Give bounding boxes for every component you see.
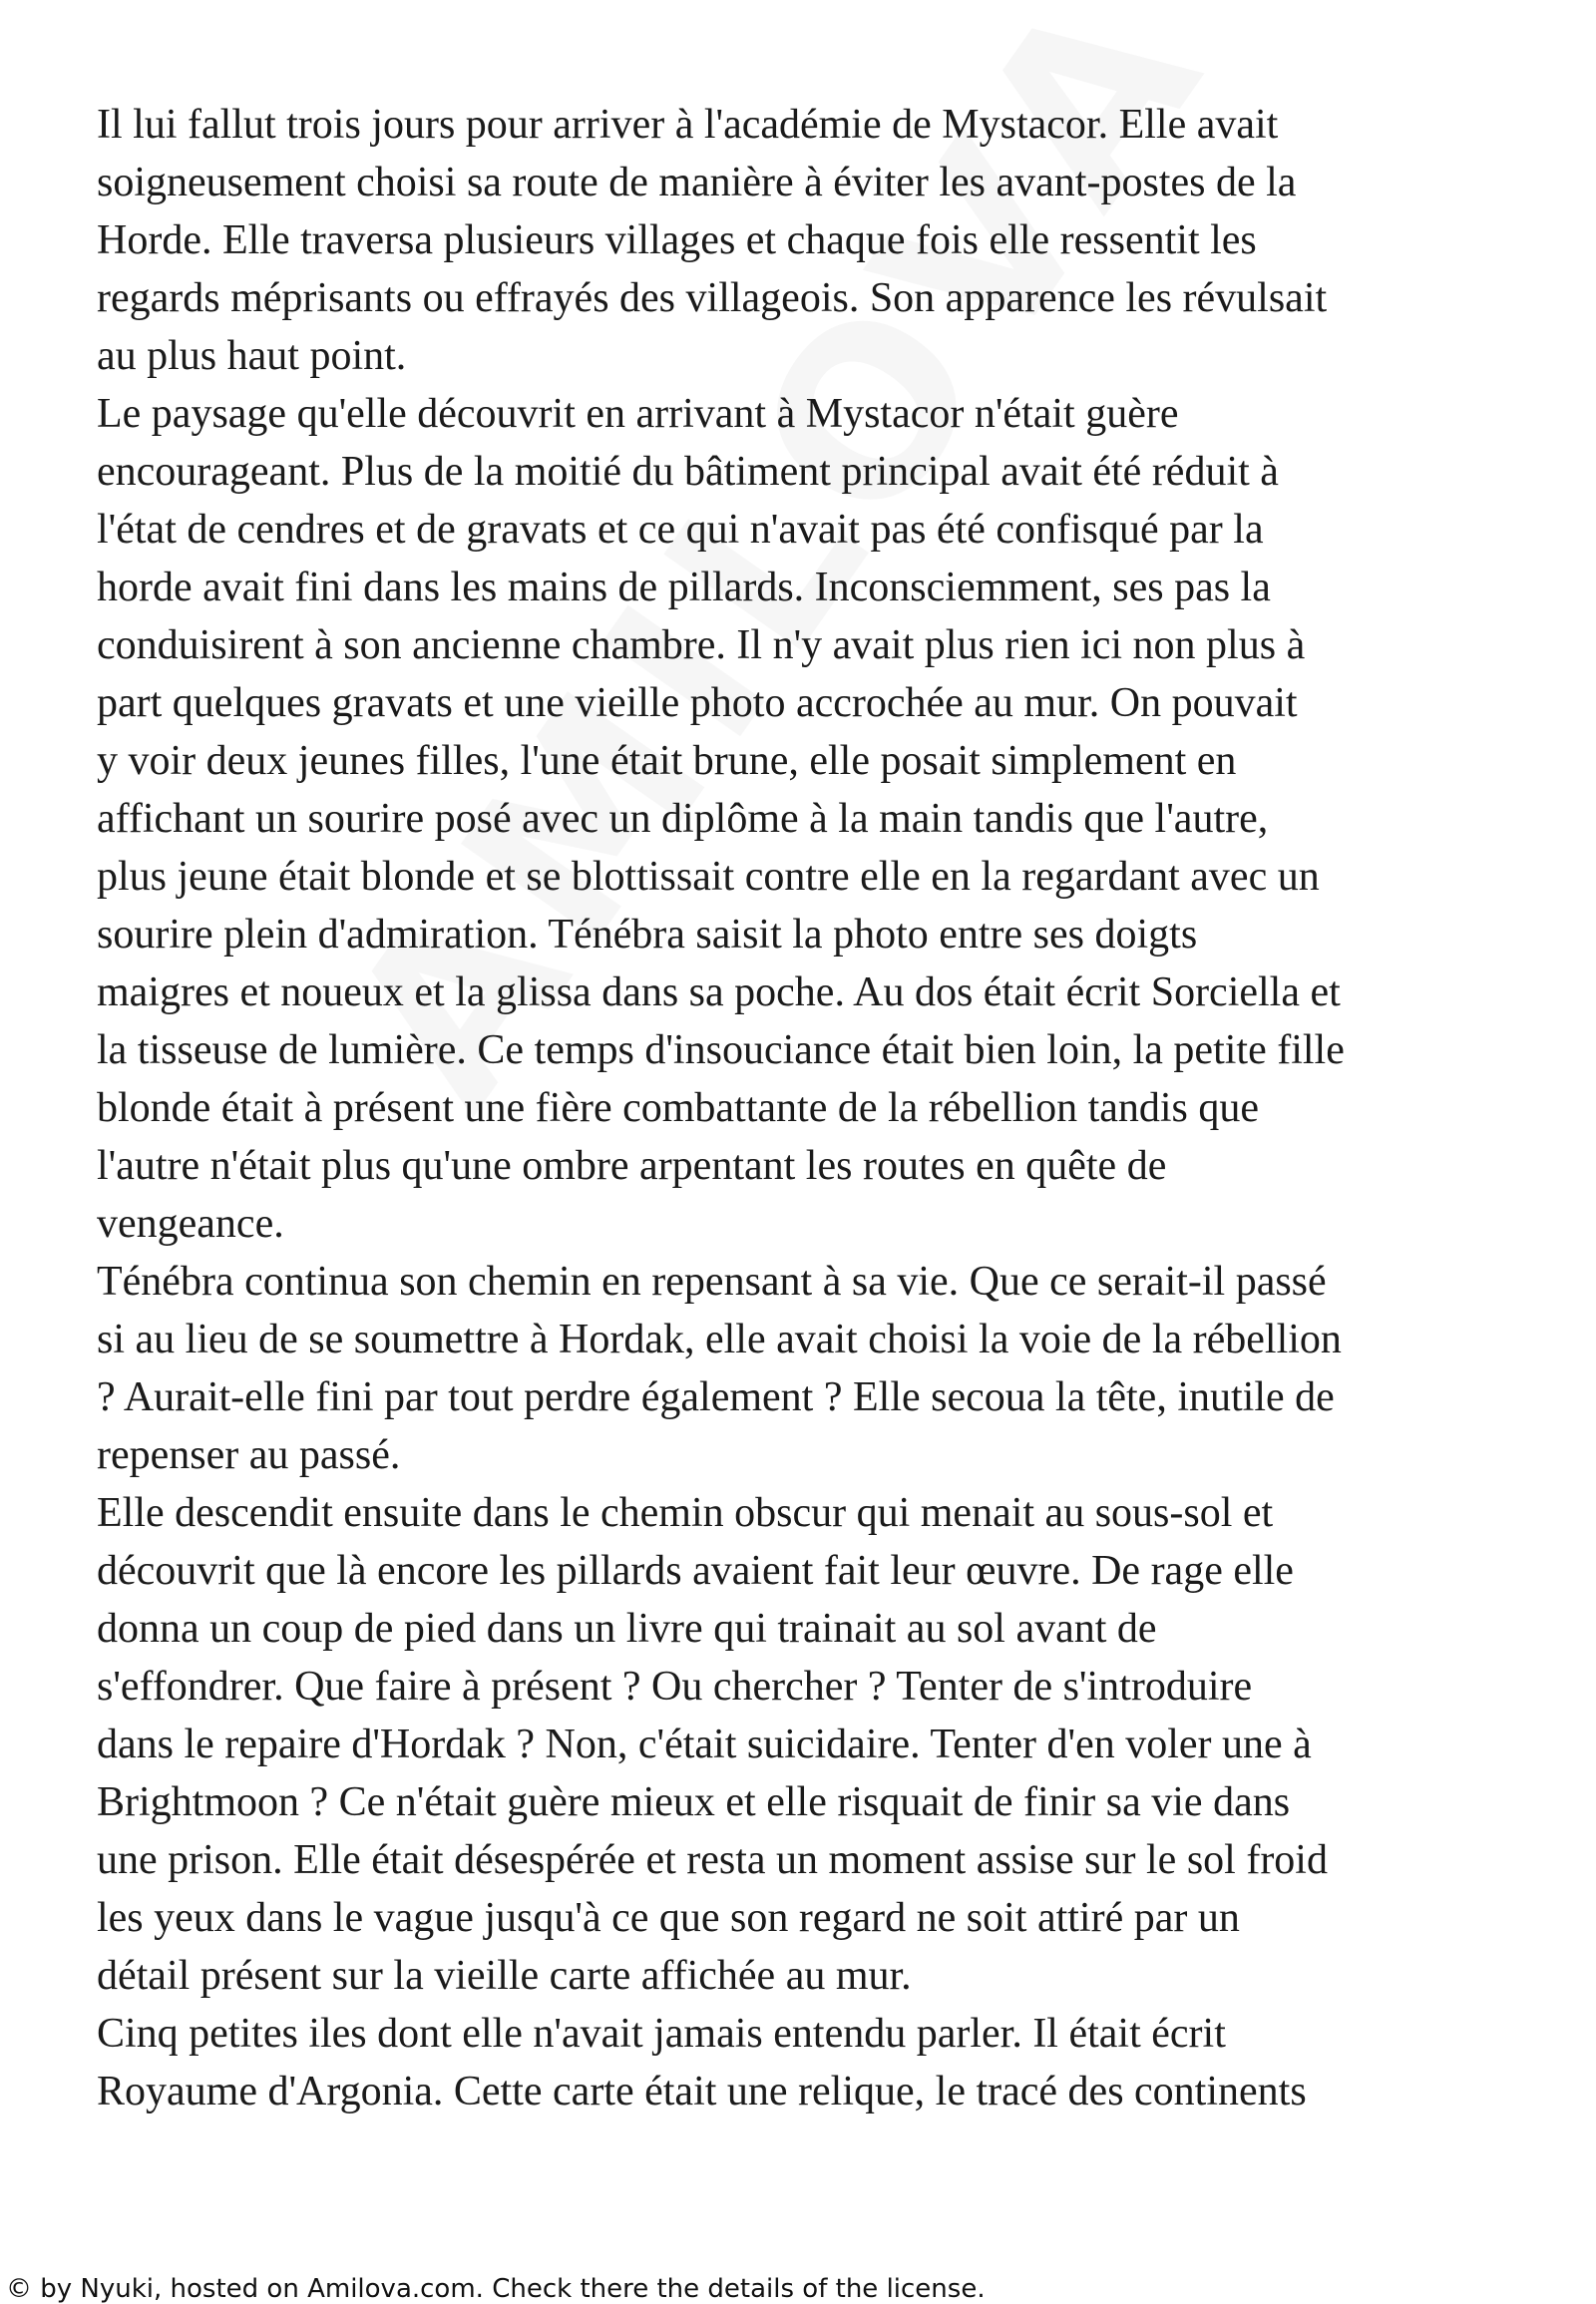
text-line: Le paysage qu'elle découvrit en arrivant à Mystacor n'était guère <box>97 391 1179 437</box>
text-line: Il lui fallut trois jours pour arriver à l'académie de Mystacor. Elle avait <box>97 102 1279 148</box>
text-line: Elle descendit ensuite dans le chemin obscur qui menait au sous-sol et <box>97 1490 1274 1536</box>
text-line: Cinq petites iles dont elle n'avait jamais entendu parler. Il était écrit <box>97 2011 1226 2057</box>
text-line: dans le repaire d'Hordak ? Non, c'était suicidaire. Tenter d'en voler une à <box>97 1722 1312 1767</box>
text-line: blonde était à présent une fière combattante de la rébellion tandis que <box>97 1085 1260 1131</box>
text-line: détail présent sur la vieille carte affichée au mur. <box>97 1953 912 1999</box>
text-line: ? Aurait-elle fini par tout perdre également ? Elle secoua la tête, inutile de <box>97 1374 1335 1420</box>
text-line: donna un coup de pied dans un livre qui trainait au sol avant de <box>97 1606 1157 1652</box>
text-line: sourire plein d'admiration. Ténébra saisit la photo entre ses doigts <box>97 912 1198 958</box>
license-footer: © by Nyuki, hosted on Amilova.com. Check there the details of the license. <box>6 2274 986 2304</box>
text-line: au plus haut point. <box>97 333 407 379</box>
text-line: affichant un sourire posé avec un diplôme à la main tandis que l'autre, <box>97 796 1269 842</box>
text-line: conduisirent à son ancienne chambre. Il n'y avait plus rien ici non plus à <box>97 622 1306 668</box>
text-line: Ténébra continua son chemin en repensant à sa vie. Que ce serait-il passé <box>97 1259 1327 1305</box>
text-line: une prison. Elle était désespérée et resta un moment assise sur le sol froid <box>97 1837 1328 1883</box>
text-line: regards méprisants ou effrayés des villageois. Son apparence les révulsait <box>97 275 1328 321</box>
text-line: l'état de cendres et de gravats et ce qui n'avait pas été confisqué par la <box>97 507 1264 553</box>
text-line: maigres et noueux et la glissa dans sa poche. Au dos était écrit Sorciella et <box>97 969 1341 1015</box>
text-line: la tisseuse de lumière. Ce temps d'insouciance était bien loin, la petite fille <box>97 1027 1345 1073</box>
text-line: si au lieu de se soumettre à Hordak, elle avait choisi la voie de la rébellion <box>97 1317 1342 1362</box>
text-line: y voir deux jeunes filles, l'une était brune, elle posait simplement en <box>97 738 1237 784</box>
text-line: l'autre n'était plus qu'une ombre arpentant les routes en quête de <box>97 1143 1167 1189</box>
text-line: s'effondrer. Que faire à présent ? Ou chercher ? Tenter de s'introduire <box>97 1664 1253 1710</box>
story-text <box>97 96 1533 2120</box>
text-line: Horde. Elle traversa plusieurs villages et chaque fois elle ressentit les <box>97 217 1257 263</box>
text-line: repenser au passé. <box>97 1432 401 1478</box>
text-line: les yeux dans le vague jusqu'à ce que son regard ne soit attiré par un <box>97 1895 1240 1941</box>
text-line: vengeance. <box>97 1201 284 1247</box>
text-line: soigneusement choisi sa route de manière à éviter les avant-postes de la <box>97 160 1297 205</box>
text-line: encourageant. Plus de la moitié du bâtiment principal avait été réduit à <box>97 449 1279 495</box>
text-line: Royaume d'Argonia. Cette carte était une relique, le tracé des continents <box>97 2069 1307 2114</box>
text-line: horde avait fini dans les mains de pillards. Inconsciemment, ses pas la <box>97 565 1271 610</box>
text-line: découvrit que là encore les pillards avaient fait leur œuvre. De rage elle <box>97 1548 1294 1594</box>
text-line: Brightmoon ? Ce n'était guère mieux et elle risquait de finir sa vie dans <box>97 1779 1291 1825</box>
text-line: plus jeune était blonde et se blottissait contre elle en la regardant avec un <box>97 854 1320 900</box>
text-line: part quelques gravats et une vieille photo accrochée au mur. On pouvait <box>97 680 1298 726</box>
